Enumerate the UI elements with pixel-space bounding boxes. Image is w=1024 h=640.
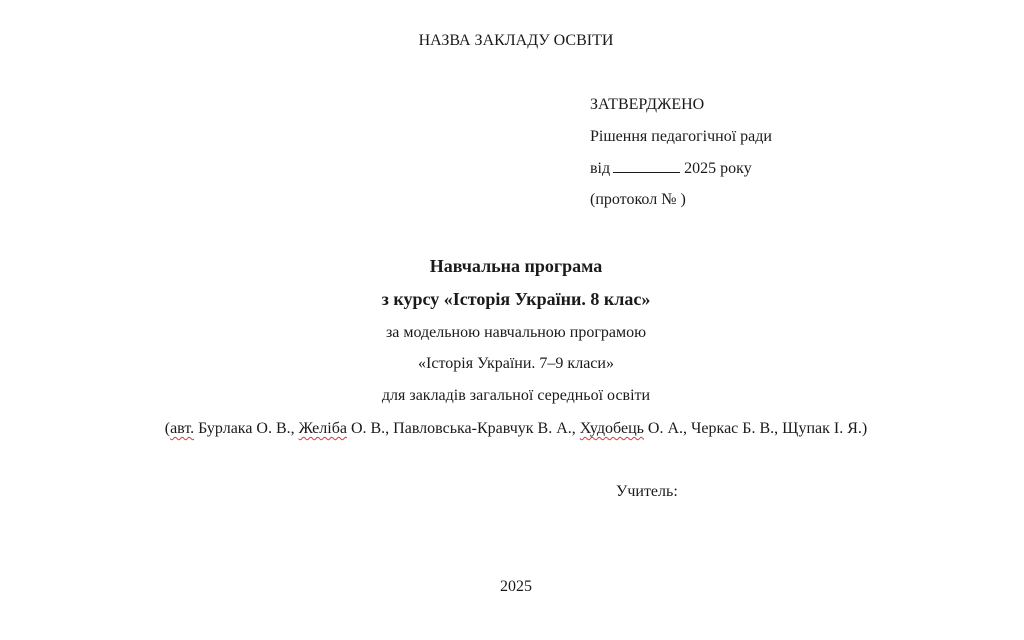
author-khudobets-rest: О. А., Черкас Б. В., Щупак І. Я.) bbox=[643, 420, 868, 437]
teacher-label: Учитель: bbox=[616, 483, 678, 500]
subtitle-line-3: для закладів загальної середньої освіти bbox=[381, 387, 651, 404]
course-title: з курсу «Історія України. 8 клас» bbox=[381, 289, 651, 309]
date-prefix: від bbox=[590, 160, 611, 177]
approval-date bbox=[590, 158, 752, 179]
authors-open-paren: ( bbox=[164, 420, 171, 437]
author-burlaka: Бурлака О. В., bbox=[194, 420, 299, 437]
program-title: Навчальна програма bbox=[429, 256, 603, 276]
authors-abbr: авт. bbox=[170, 420, 195, 437]
author-zheliba-name: Желіба bbox=[298, 420, 347, 437]
approval-protocol: (протокол № ) bbox=[590, 191, 686, 208]
institution-name: НАЗВА ЗАКЛАДУ ОСВІТИ bbox=[418, 32, 614, 49]
author-zheliba-rest: О. В., Павловська-Кравчук В. А., bbox=[346, 420, 580, 437]
approval-decision: Рішення педагогічної ради bbox=[590, 128, 772, 145]
document-year: 2025 bbox=[500, 578, 532, 595]
authors-line bbox=[0, 419, 1024, 439]
author-khudobets-name: Худобець bbox=[579, 420, 644, 437]
subtitle-line-2: «Історія України. 7–9 класи» bbox=[418, 355, 614, 372]
subtitle-line-1: за модельною навчальною програмою bbox=[385, 324, 647, 341]
date-suffix: 2025 року bbox=[684, 160, 752, 177]
approval-heading: ЗАТВЕРДЖЕНО bbox=[590, 96, 705, 113]
date-blank-field bbox=[613, 158, 680, 173]
